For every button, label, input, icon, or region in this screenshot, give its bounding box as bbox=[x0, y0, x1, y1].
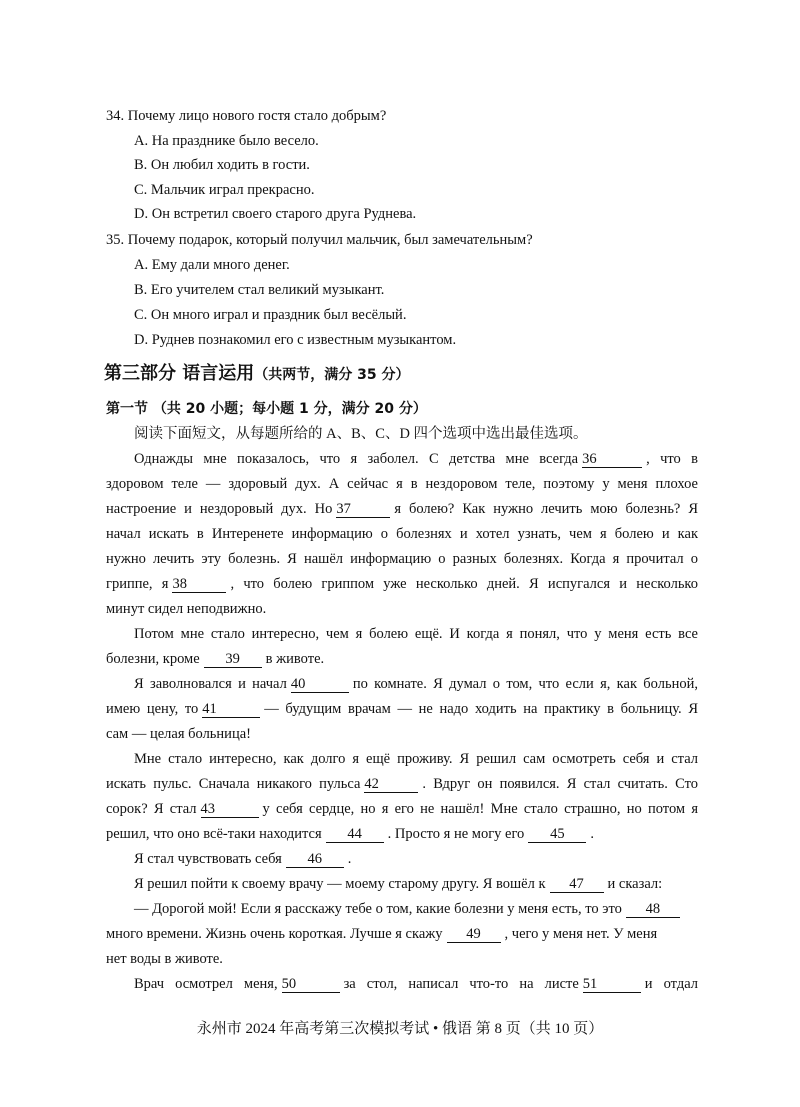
option-text: Он любил ходить в гости. bbox=[150, 157, 310, 173]
section-heading: 第一节 （共 20 小题；每小题 1 分，满分 20 分） bbox=[106, 401, 427, 417]
option-35-c bbox=[134, 305, 406, 325]
blank-51[interactable]: 51 bbox=[583, 976, 641, 993]
instruction: 阅读下面短文，从每题所给的 A、B、C、D 四个选项中选出最佳选项。 bbox=[134, 426, 588, 442]
option-letter: C. bbox=[134, 182, 148, 198]
option-34-c bbox=[134, 180, 314, 200]
passage-line: решил, что оно всё-таки находится 44 . Просто я не могу его 45 . bbox=[106, 826, 594, 842]
blank-50[interactable]: 50 bbox=[282, 976, 340, 993]
blank-41[interactable]: 41 bbox=[202, 701, 260, 718]
blank-43[interactable]: 43 bbox=[201, 801, 259, 818]
option-text: Руднев познакомил его с известным музыкантом. bbox=[151, 332, 457, 348]
question-35 bbox=[106, 230, 533, 250]
passage-line: Я заволновался и начал 40 по комнате. Я думал о том, что если я, как больной, bbox=[134, 676, 698, 692]
passage-line: Мне стало интересно, как долго я ещё проживу. Я решил сам осмотреть себя и стал bbox=[134, 751, 698, 767]
option-34-d bbox=[134, 204, 416, 224]
page-footer: 永州市 2024 年高考第三次模拟考试 • 俄语 第 8 页（共 10 页） bbox=[196, 1021, 604, 1037]
passage-line: настроение и нездоровый дух. Но 37 я болею? Как нужно лечить мою болезнь? Я bbox=[106, 501, 698, 517]
blank-46[interactable]: 46 bbox=[286, 851, 344, 868]
blank-48[interactable]: 48 bbox=[626, 901, 680, 918]
option-letter: A. bbox=[134, 133, 149, 149]
passage-line: много времени. Жизнь очень короткая. Лучше я скажу 49 , чего у меня нет. У меня bbox=[106, 926, 658, 942]
passage-line: искать пульс. Сначала никакого пульса 42 . Вдруг он появился. Я стал считать. Сто bbox=[106, 776, 698, 792]
passage-line: начал искать в Интеренете информацию о болезнях и хотел узнать, чем я болею и как bbox=[106, 526, 698, 542]
option-letter: B. bbox=[134, 282, 148, 298]
blank-47[interactable]: 47 bbox=[550, 876, 604, 893]
option-text: Он встретил своего старого друга Руднева. bbox=[151, 206, 417, 222]
passage-line: Потом мне стало интересно, чем я болею ещё. И когда я понял, что у меня есть все bbox=[134, 626, 698, 642]
passage-line: нужно лечить эту болезнь. Я нашёл информацию о разных болезнях. Когда я прочитал о bbox=[106, 551, 698, 567]
blank-49[interactable]: 49 bbox=[447, 926, 501, 943]
part-title: 第三部分 语言运用 bbox=[104, 363, 255, 384]
blank-44[interactable]: 44 bbox=[326, 826, 384, 843]
part-note: （共两节，满分 35 分） bbox=[254, 367, 410, 383]
passage-line: здоровом теле — здоровый дух. А сейчас я в нездоровом теле, поэтому у меня плохое bbox=[106, 476, 698, 492]
question-number: 34. bbox=[106, 108, 125, 124]
passage-line: нет воды в животе. bbox=[106, 951, 223, 967]
blank-37[interactable]: 37 bbox=[336, 501, 390, 518]
option-letter: A. bbox=[134, 257, 149, 273]
option-text: Он много играл и праздник был весёлый. bbox=[150, 307, 407, 323]
part-heading bbox=[104, 362, 410, 387]
blank-38[interactable]: 38 bbox=[172, 576, 226, 593]
option-letter: C. bbox=[134, 307, 148, 323]
passage-line: Врач осмотрел меня, 50 за стол, написал что-то на листе 51 и отдал bbox=[134, 976, 698, 992]
blank-36[interactable]: 36 bbox=[582, 451, 642, 468]
option-text: Ему дали много денег. bbox=[151, 257, 290, 273]
option-35-b bbox=[134, 280, 384, 300]
passage-line: сорок? Я стал 43 у себя сердце, но я его не нашёл! Мне стало страшно, но потом я bbox=[106, 801, 698, 817]
blank-42[interactable]: 42 bbox=[364, 776, 418, 793]
question-text: Почему лицо нового гостя стало добрым? bbox=[127, 108, 387, 124]
option-text: На празднике было весело. bbox=[151, 133, 319, 149]
passage-line: минут сидел неподвижно. bbox=[106, 601, 267, 617]
option-letter: D. bbox=[134, 332, 149, 348]
option-text: Мальчик играл прекрасно. bbox=[150, 182, 315, 198]
blank-45[interactable]: 45 bbox=[528, 826, 586, 843]
option-34-b bbox=[134, 155, 310, 175]
question-text: Почему подарок, который получил мальчик, был замечательным? bbox=[127, 232, 533, 248]
passage-line: Однажды мне показалось, что я заболел. С детства мне всегда 36 , что в bbox=[134, 451, 698, 467]
option-letter: B. bbox=[134, 157, 148, 173]
blank-40[interactable]: 40 bbox=[291, 676, 349, 693]
passage-line: гриппе, я 38 , что болею гриппом уже несколько дней. Я испугался и несколько bbox=[106, 576, 698, 592]
passage-line: Я решил пойти к своему врачу — моему старому другу. Я вошёл к 47 и сказал: bbox=[134, 876, 663, 892]
question-34 bbox=[106, 106, 386, 126]
option-text: Его учителем стал великий музыкант. bbox=[150, 282, 385, 298]
option-35-a bbox=[134, 255, 290, 275]
blank-39[interactable]: 39 bbox=[204, 651, 262, 668]
option-34-a bbox=[134, 131, 319, 151]
option-letter: D. bbox=[134, 206, 149, 222]
passage-line: — Дорогой мой! Если я расскажу тебе о том, какие болезни у меня есть, то это 48 bbox=[134, 899, 684, 919]
question-number: 35. bbox=[106, 232, 125, 248]
option-35-d bbox=[134, 330, 456, 350]
passage-line: болезни, кроме 39 в животе. bbox=[106, 651, 325, 667]
passage-line: сам — целая больница! bbox=[106, 726, 251, 742]
passage-line: имею цену, то 41 — будущим врачам — не надо ходить на практику в больницу. Я bbox=[106, 701, 698, 717]
passage-line: Я стал чувствовать себя 46 . bbox=[134, 851, 352, 867]
